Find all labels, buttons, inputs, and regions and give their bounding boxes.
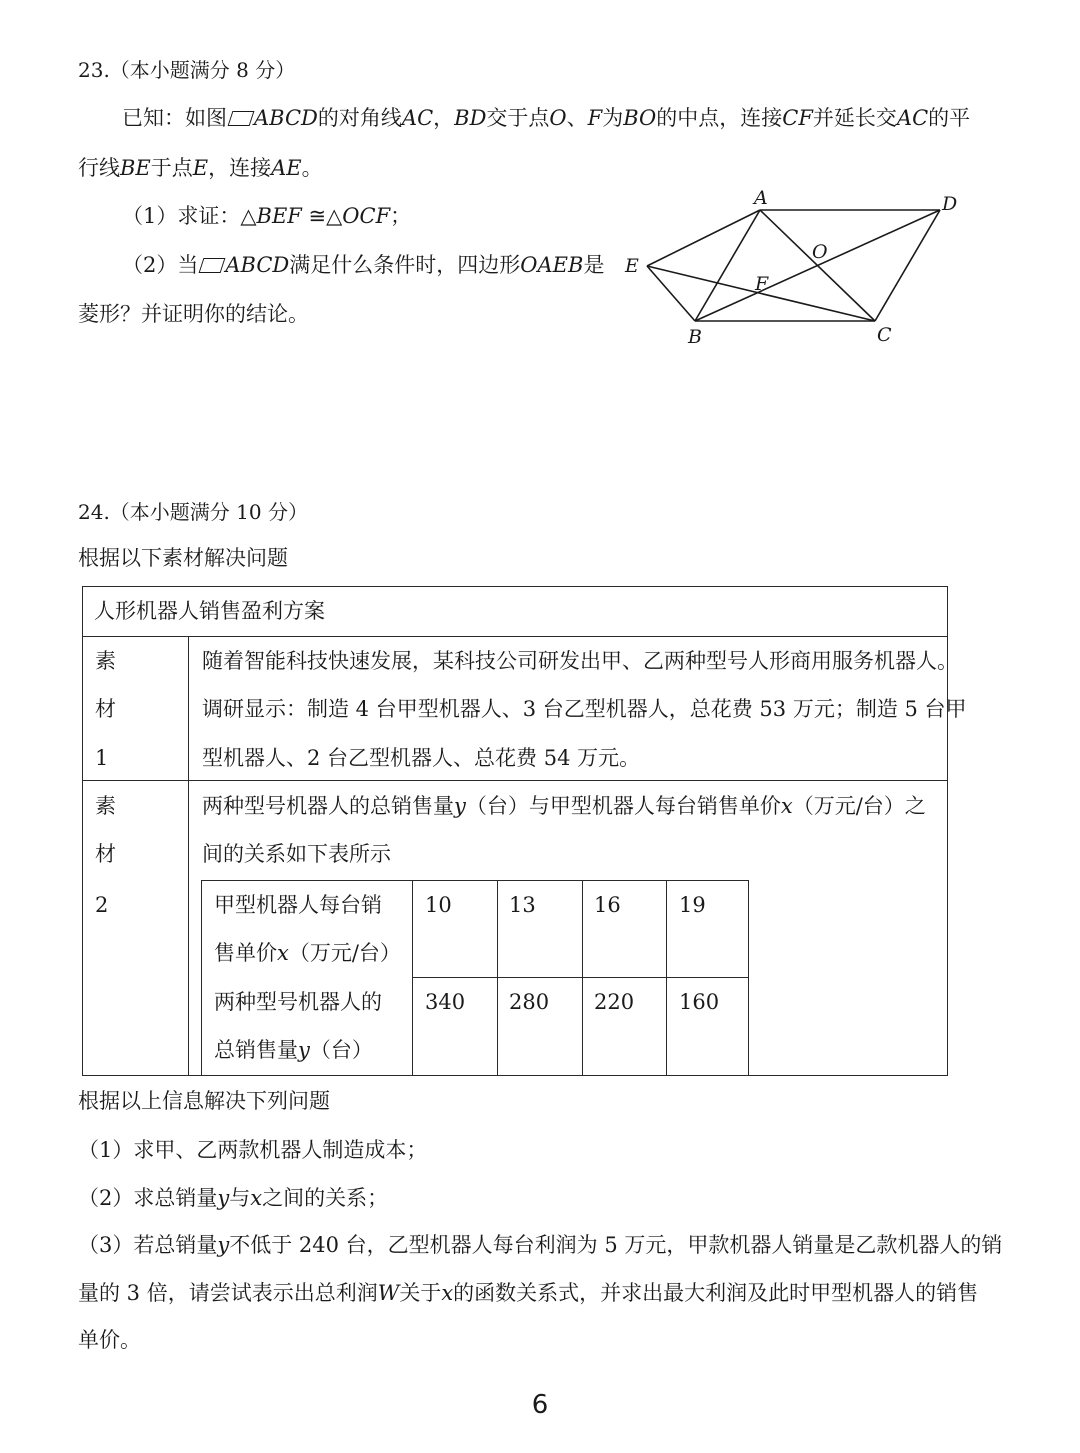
q23-stem-line1 (122, 104, 970, 132)
math-abcd: ABCD (254, 106, 318, 130)
math-bef: BEF (256, 204, 302, 228)
text: 关于 (399, 1281, 442, 1305)
text: 的平 (928, 106, 971, 130)
segment-eb (647, 266, 695, 321)
row2-label-line (214, 1036, 373, 1064)
label-d: D (942, 193, 958, 215)
table-divider (82, 780, 948, 781)
q24-intro: 根据以下素材解决问题 (78, 546, 288, 570)
label-a: A (754, 187, 768, 209)
value-table-col-divider (497, 880, 498, 1076)
text: 的函数关系式，并求出最大利润及此时甲型机器人的销售 (453, 1281, 979, 1305)
text: 两种型号机器人的总销售量 (202, 794, 454, 818)
material2-label-char: 素 (95, 794, 116, 818)
text: 为 (602, 106, 624, 130)
text: （1）求证：△ (122, 204, 257, 228)
label-c: C (877, 324, 892, 346)
text: （台）与甲型机器人每台销售单价 (465, 794, 781, 818)
math-ocf: OCF (342, 204, 391, 228)
text: ； (390, 204, 412, 228)
table-divider (82, 636, 948, 637)
math-f: F (587, 106, 603, 130)
parallelogram-figure (610, 180, 970, 355)
y-value-cell: 340 (425, 990, 466, 1014)
page-number: 6 (531, 1390, 549, 1420)
text: （万元/台） (288, 941, 401, 965)
text: 的对角线 (317, 106, 402, 130)
math-cf: CF (782, 106, 813, 130)
text: 。 (301, 156, 323, 180)
label-b: B (688, 326, 702, 348)
math-oaeb: OAEB (520, 253, 584, 277)
value-table-col-divider (666, 880, 667, 1076)
math-abcd: ABCD (225, 253, 290, 277)
text: 之间的关系； (262, 1186, 389, 1210)
math-y: y (217, 1233, 230, 1257)
q24-part3-line2 (78, 1279, 978, 1307)
math-bd: BD (454, 106, 487, 130)
q24-instruction: 根据以上信息解决下列问题 (78, 1089, 330, 1113)
math-e: E (192, 156, 209, 180)
math-w: W (377, 1281, 400, 1305)
text: （台） (309, 1038, 373, 1062)
table-column-divider (188, 636, 189, 1076)
text: 行线 (78, 156, 120, 180)
row1-label-line (214, 939, 401, 967)
text: （3）若总销量 (78, 1233, 218, 1257)
text: ， (433, 106, 455, 130)
y-value-cell: 220 (594, 990, 635, 1014)
label-o: O (812, 241, 828, 263)
material1-line: 型机器人、2 台乙型机器人、总花费 54 万元。 (202, 746, 641, 770)
text: 售单价 (214, 941, 277, 965)
material2-line (202, 792, 926, 820)
math-ac: AC (896, 106, 929, 130)
text: 、 (566, 106, 588, 130)
text: 交于点 (486, 106, 550, 130)
q23-part1 (122, 202, 411, 230)
row1-label-line: 甲型机器人每台销 (214, 893, 382, 917)
parallelogram-symbol (199, 258, 226, 273)
text: （万元/台）之 (792, 794, 926, 818)
q24-part2 (78, 1184, 388, 1212)
math-ae: AE (271, 156, 302, 180)
q23-header: 23.（本小题满分 8 分） (78, 58, 296, 82)
math-be: BE (120, 156, 151, 180)
math-y: y (454, 794, 466, 818)
table-title: 人形机器人销售盈利方案 (94, 599, 325, 623)
text: 满足什么条件时，四边形 (289, 253, 521, 277)
row2-label-line: 两种型号机器人的 (214, 990, 382, 1014)
q23-part2-line2: 菱形？并证明你的结论。 (78, 302, 309, 326)
math-x: x (441, 1281, 454, 1305)
text: 并延长交 (812, 106, 897, 130)
y-value-cell: 160 (679, 990, 720, 1014)
math-ac: AC (401, 106, 434, 130)
q24-part1: （1）求甲、乙两款机器人制造成本； (78, 1138, 428, 1162)
material1-label-char: 材 (95, 697, 116, 721)
x-value-cell: 13 (509, 893, 536, 917)
math-y: y (217, 1186, 230, 1210)
material1-label-char: 素 (95, 649, 116, 673)
math-x: x (250, 1186, 263, 1210)
value-table-col-divider (582, 880, 583, 1076)
material1-line: 调研显示：制造 4 台甲型机器人、3 台乙型机器人，总花费 53 万元；制造 5 台甲 (202, 697, 967, 721)
q23-stem-line2 (78, 154, 323, 182)
text: ≅△ (301, 204, 343, 228)
math-x: x (780, 794, 793, 818)
q24-part3-line3: 单价。 (78, 1328, 141, 1352)
math-x: x (277, 941, 289, 965)
material2-label-char: 材 (95, 842, 116, 866)
parallelogram-symbol (228, 111, 255, 126)
text: 总销售量 (214, 1038, 298, 1062)
text: 已知：如图 (122, 106, 227, 130)
segment-dc (875, 210, 940, 321)
text: 不低于 240 台，乙型机器人每台利润为 5 万元，甲款机器人销量是乙款机器人的销 (229, 1233, 1003, 1257)
value-table-row-divider (412, 977, 749, 978)
text: 是 (583, 253, 605, 277)
material2-line: 间的关系如下表所示 (202, 842, 391, 866)
q24-part3-line1 (78, 1231, 1002, 1259)
label-e: E (625, 255, 639, 277)
math-o: O (549, 106, 567, 130)
text: 的中点，连接 (656, 106, 783, 130)
text: （2）当 (122, 253, 199, 277)
x-value-cell: 19 (679, 893, 706, 917)
text: 于点 (150, 156, 193, 180)
label-f: F (755, 273, 769, 295)
math-bo: BO (623, 106, 657, 130)
x-value-cell: 16 (594, 893, 621, 917)
q23-part2-line1 (122, 251, 604, 279)
y-value-cell: 280 (509, 990, 550, 1014)
material1-label-char: 1 (95, 746, 109, 770)
x-value-cell: 10 (425, 893, 452, 917)
value-table-col-divider (412, 880, 413, 1076)
diagonal-bd (695, 210, 940, 321)
material2-label-char: 2 (95, 893, 109, 917)
material1-line: 随着智能科技快速发展，某科技公司研发出甲、乙两种型号人形商用服务机器人。 (202, 649, 958, 673)
text: 量的 3 倍，请尝试表示出总利润 (78, 1281, 378, 1305)
text: 与 (229, 1186, 251, 1210)
text: （2）求总销量 (78, 1186, 218, 1210)
math-y: y (298, 1038, 310, 1062)
text: ，连接 (208, 156, 272, 180)
q24-header: 24.（本小题满分 10 分） (78, 500, 308, 524)
